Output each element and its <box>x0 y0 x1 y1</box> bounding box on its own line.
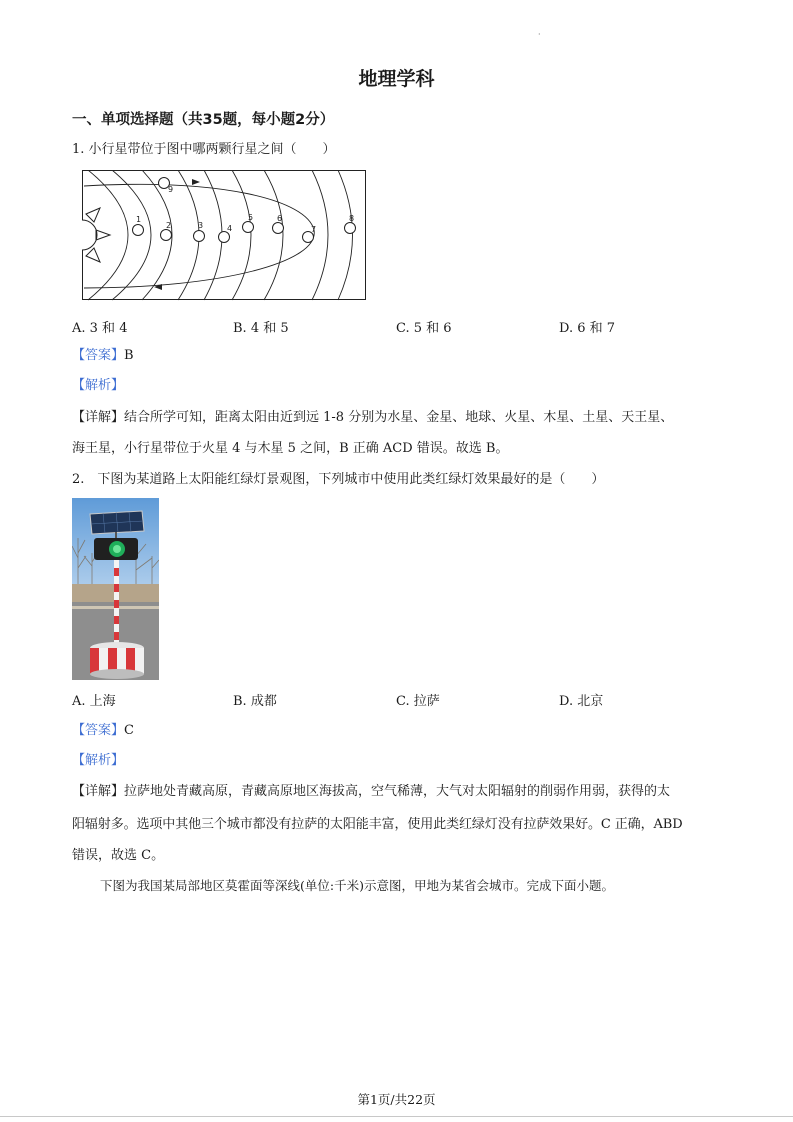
footer-divider <box>0 1116 793 1117</box>
q1-analysis-tag: 【解析】 <box>72 378 125 393</box>
answer-tag: 【答案】 <box>72 723 125 738</box>
planet-label-4: 4 <box>227 224 233 233</box>
q2-option-b: B. 成都 <box>233 694 277 709</box>
page-footer: 第1页/共22页 <box>357 1092 436 1107</box>
q3-intro: 下图为我国某局部地区莫霍面等深线(单位:千米)示意图，甲地为某省会城市。完成下面小题。 <box>100 878 614 893</box>
page-title: 地理学科 <box>358 68 435 90</box>
section-heading: 一、单项选择题（共35题，每小题2分） <box>72 112 335 128</box>
q2-answer-value: C <box>124 723 134 738</box>
q1-answer-value: B <box>124 348 134 363</box>
detail-tag: 【详解】 <box>72 410 125 425</box>
planet-label-9: 9 <box>168 185 174 194</box>
q1-detail-line1 <box>72 408 673 428</box>
q1-option-d: D. 6 和 7 <box>559 321 616 336</box>
q2-detail-text1: 拉萨地处青藏高原，青藏高原地区海拔高，空气稀薄，大气对太阳辐射的削弱作用弱，获得的太 <box>124 784 671 799</box>
q2-detail-line1 <box>72 782 670 802</box>
q2-option-a: A. 上海 <box>72 694 116 709</box>
solar-traffic-light-photo <box>72 498 159 680</box>
planet-label-5: 5 <box>248 213 254 222</box>
answer-tag: 【答案】 <box>72 348 125 363</box>
planet-label-7: 7 <box>311 225 317 234</box>
q1-detail-text1: 结合所学可知，距离太阳由近到远 1-8 分别为水星、金星、地球、火星、木星、土星、天王星、 <box>124 410 674 425</box>
solar-system-diagram <box>82 170 367 301</box>
q2-detail-line2: 阳辐射多。选项中其他三个城市都没有拉萨的太阳能丰富，使用此类红绿灯没有拉萨效果好。C 正确，ABD <box>72 817 683 832</box>
q1-answer <box>72 346 134 366</box>
q2-stem: 2. 下图为某道路上太阳能红绿灯景观图，下列城市中使用此类红绿灯效果最好的是（ ） <box>72 472 605 487</box>
q1-figure <box>82 170 367 305</box>
planet-label-1: 1 <box>136 215 142 224</box>
q1-detail-line2: 海王星，小行星带位于火星 4 与木星 5 之间，B 正确 ACD 错误。故选 B。 <box>72 441 509 456</box>
q2-option-d: D. 北京 <box>559 694 604 709</box>
q2-answer <box>72 721 134 741</box>
q1-option-a: A. 3 和 4 <box>72 321 128 336</box>
detail-tag: 【详解】 <box>72 784 125 799</box>
planet-label-2: 2 <box>166 221 172 230</box>
q1-option-b: B. 4 和 5 <box>233 321 289 336</box>
q1-stem: 1. 小行星带位于图中哪两颗行星之间（ ） <box>72 142 336 157</box>
planet-label-8: 8 <box>349 214 355 223</box>
q1-option-c: C. 5 和 6 <box>396 321 452 336</box>
q2-option-c: C. 拉萨 <box>396 694 440 709</box>
q2-detail-line3: 错误，故选 C。 <box>72 848 165 863</box>
q2-photo <box>72 498 159 684</box>
q2-analysis-tag: 【解析】 <box>72 753 125 768</box>
scan-dot: · <box>538 30 541 39</box>
planet-label-6: 6 <box>277 214 283 223</box>
planet-label-3: 3 <box>198 221 204 230</box>
